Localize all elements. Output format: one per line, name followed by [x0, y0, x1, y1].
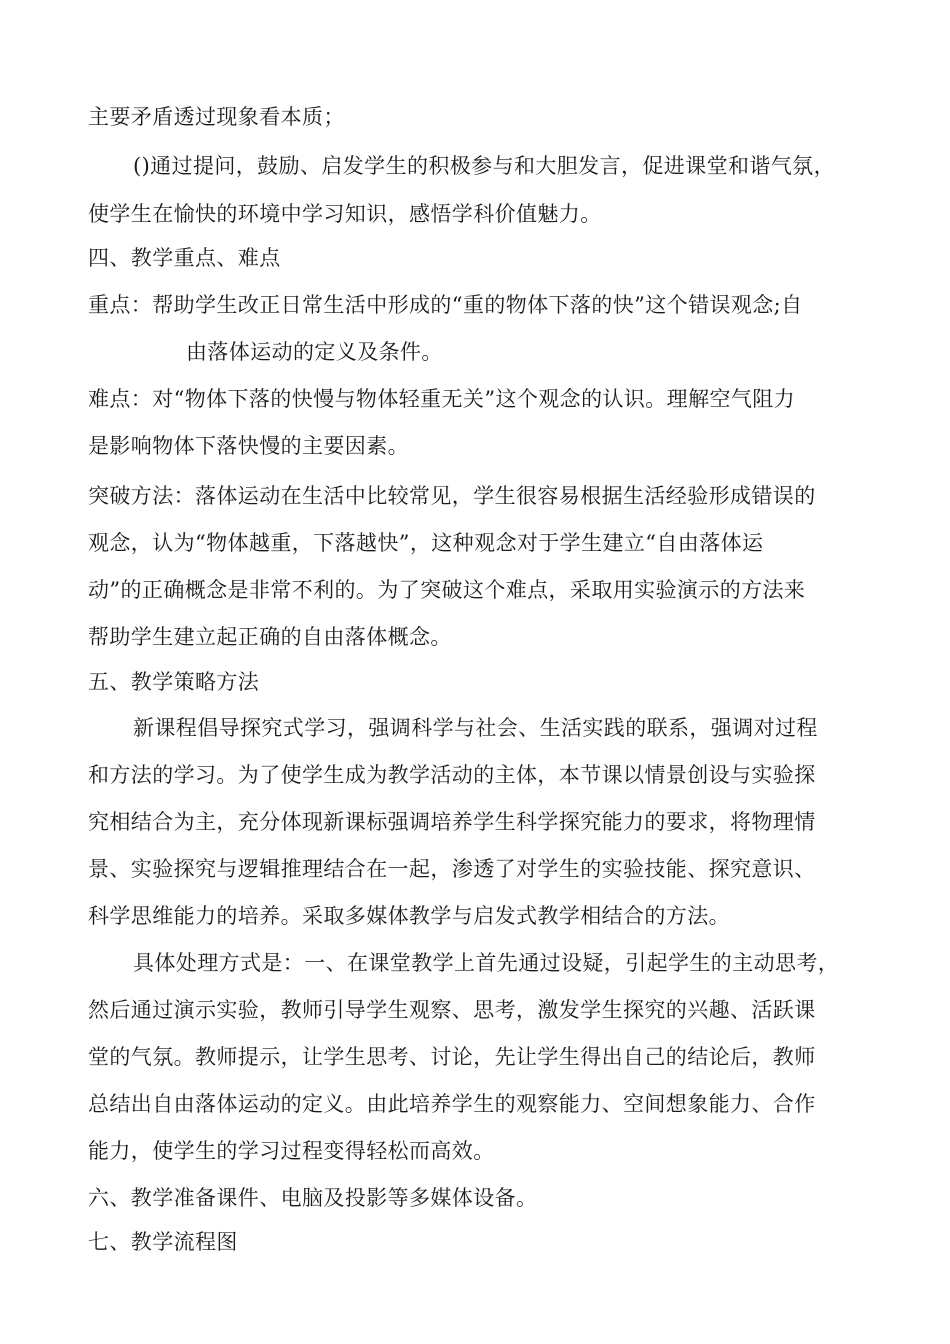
text-line: 帮助学生建立起正确的自由落体概念。: [88, 625, 452, 649]
text-line: 使学生在愉快的环境中学习知识，感悟学科价值魅力。: [88, 202, 602, 226]
text-line: 观念，认为“物体越重，下落越快”，这种观念对于学生建立“自由落体运: [88, 531, 764, 555]
text-line: 突破方法：落体运动在生活中比较常见，学生很容易根据生活经验形成错误的: [88, 484, 816, 508]
text-line: 难点：对“物体下落的快慢与物体轻重无关”这个观念的认识。理解空气阻力: [88, 387, 796, 411]
text-line: 科学思维能力的培养。采取多媒体教学与启发式教学相结合的方法。: [88, 904, 730, 928]
text-line: 能力，使学生的学习过程变得轻松而高效。: [88, 1139, 495, 1163]
text-line: 和方法的学习。为了使学生成为教学活动的主体，本节课以情景创设与实验探: [88, 763, 816, 787]
text-line: 由落体运动的定义及条件。: [186, 340, 443, 364]
section-heading: 七、教学流程图: [88, 1230, 238, 1254]
text-line: 新课程倡导探究式学习，强调科学与社会、生活实践的联系，强调对过程: [133, 716, 818, 740]
text-line: 是影响物体下落快慢的主要因素。: [88, 434, 409, 458]
text-line: 总结出自由落体运动的定义。由此培养学生的观察能力、空间想象能力、合作: [88, 1092, 816, 1116]
text-line: 堂的气氛。教师提示，让学生思考、讨论，先让学生得出自己的结论后，教师: [88, 1045, 816, 1069]
text-line: 具体处理方式是：一、在课堂教学上首先通过设疑，引起学生的主动思考，: [133, 951, 840, 975]
section-heading: 四、教学重点、难点: [88, 246, 281, 270]
section-heading: 六、教学准备课件、电脑及投影等多媒体设备。: [88, 1186, 538, 1210]
text-line: ()通过提问，鼓励、启发学生的积极参与和大胆发言，促进课堂和谐气氛，: [133, 154, 835, 178]
text-line: 景、实验探究与逻辑推理结合在一起，渗透了对学生的实验技能、探究意识、: [88, 857, 816, 881]
text-line: 究相结合为主，充分体现新课标强调培养学生科学探究能力的要求，将物理情: [88, 810, 816, 834]
section-heading: 五、教学策略方法: [88, 670, 260, 694]
text-line: 重点：帮助学生改正日常生活中形成的“重的物体下落的快”这个错误观念;自: [88, 293, 803, 317]
text-line: 动”的正确概念是非常不利的。为了突破这个难点，采取用实验演示的方法来: [88, 578, 806, 602]
text-line: 主要矛盾透过现象看本质；: [88, 105, 345, 129]
text-line: 然后通过演示实验，教师引导学生观察、思考，激发学生探究的兴趣、活跃课: [88, 998, 816, 1022]
